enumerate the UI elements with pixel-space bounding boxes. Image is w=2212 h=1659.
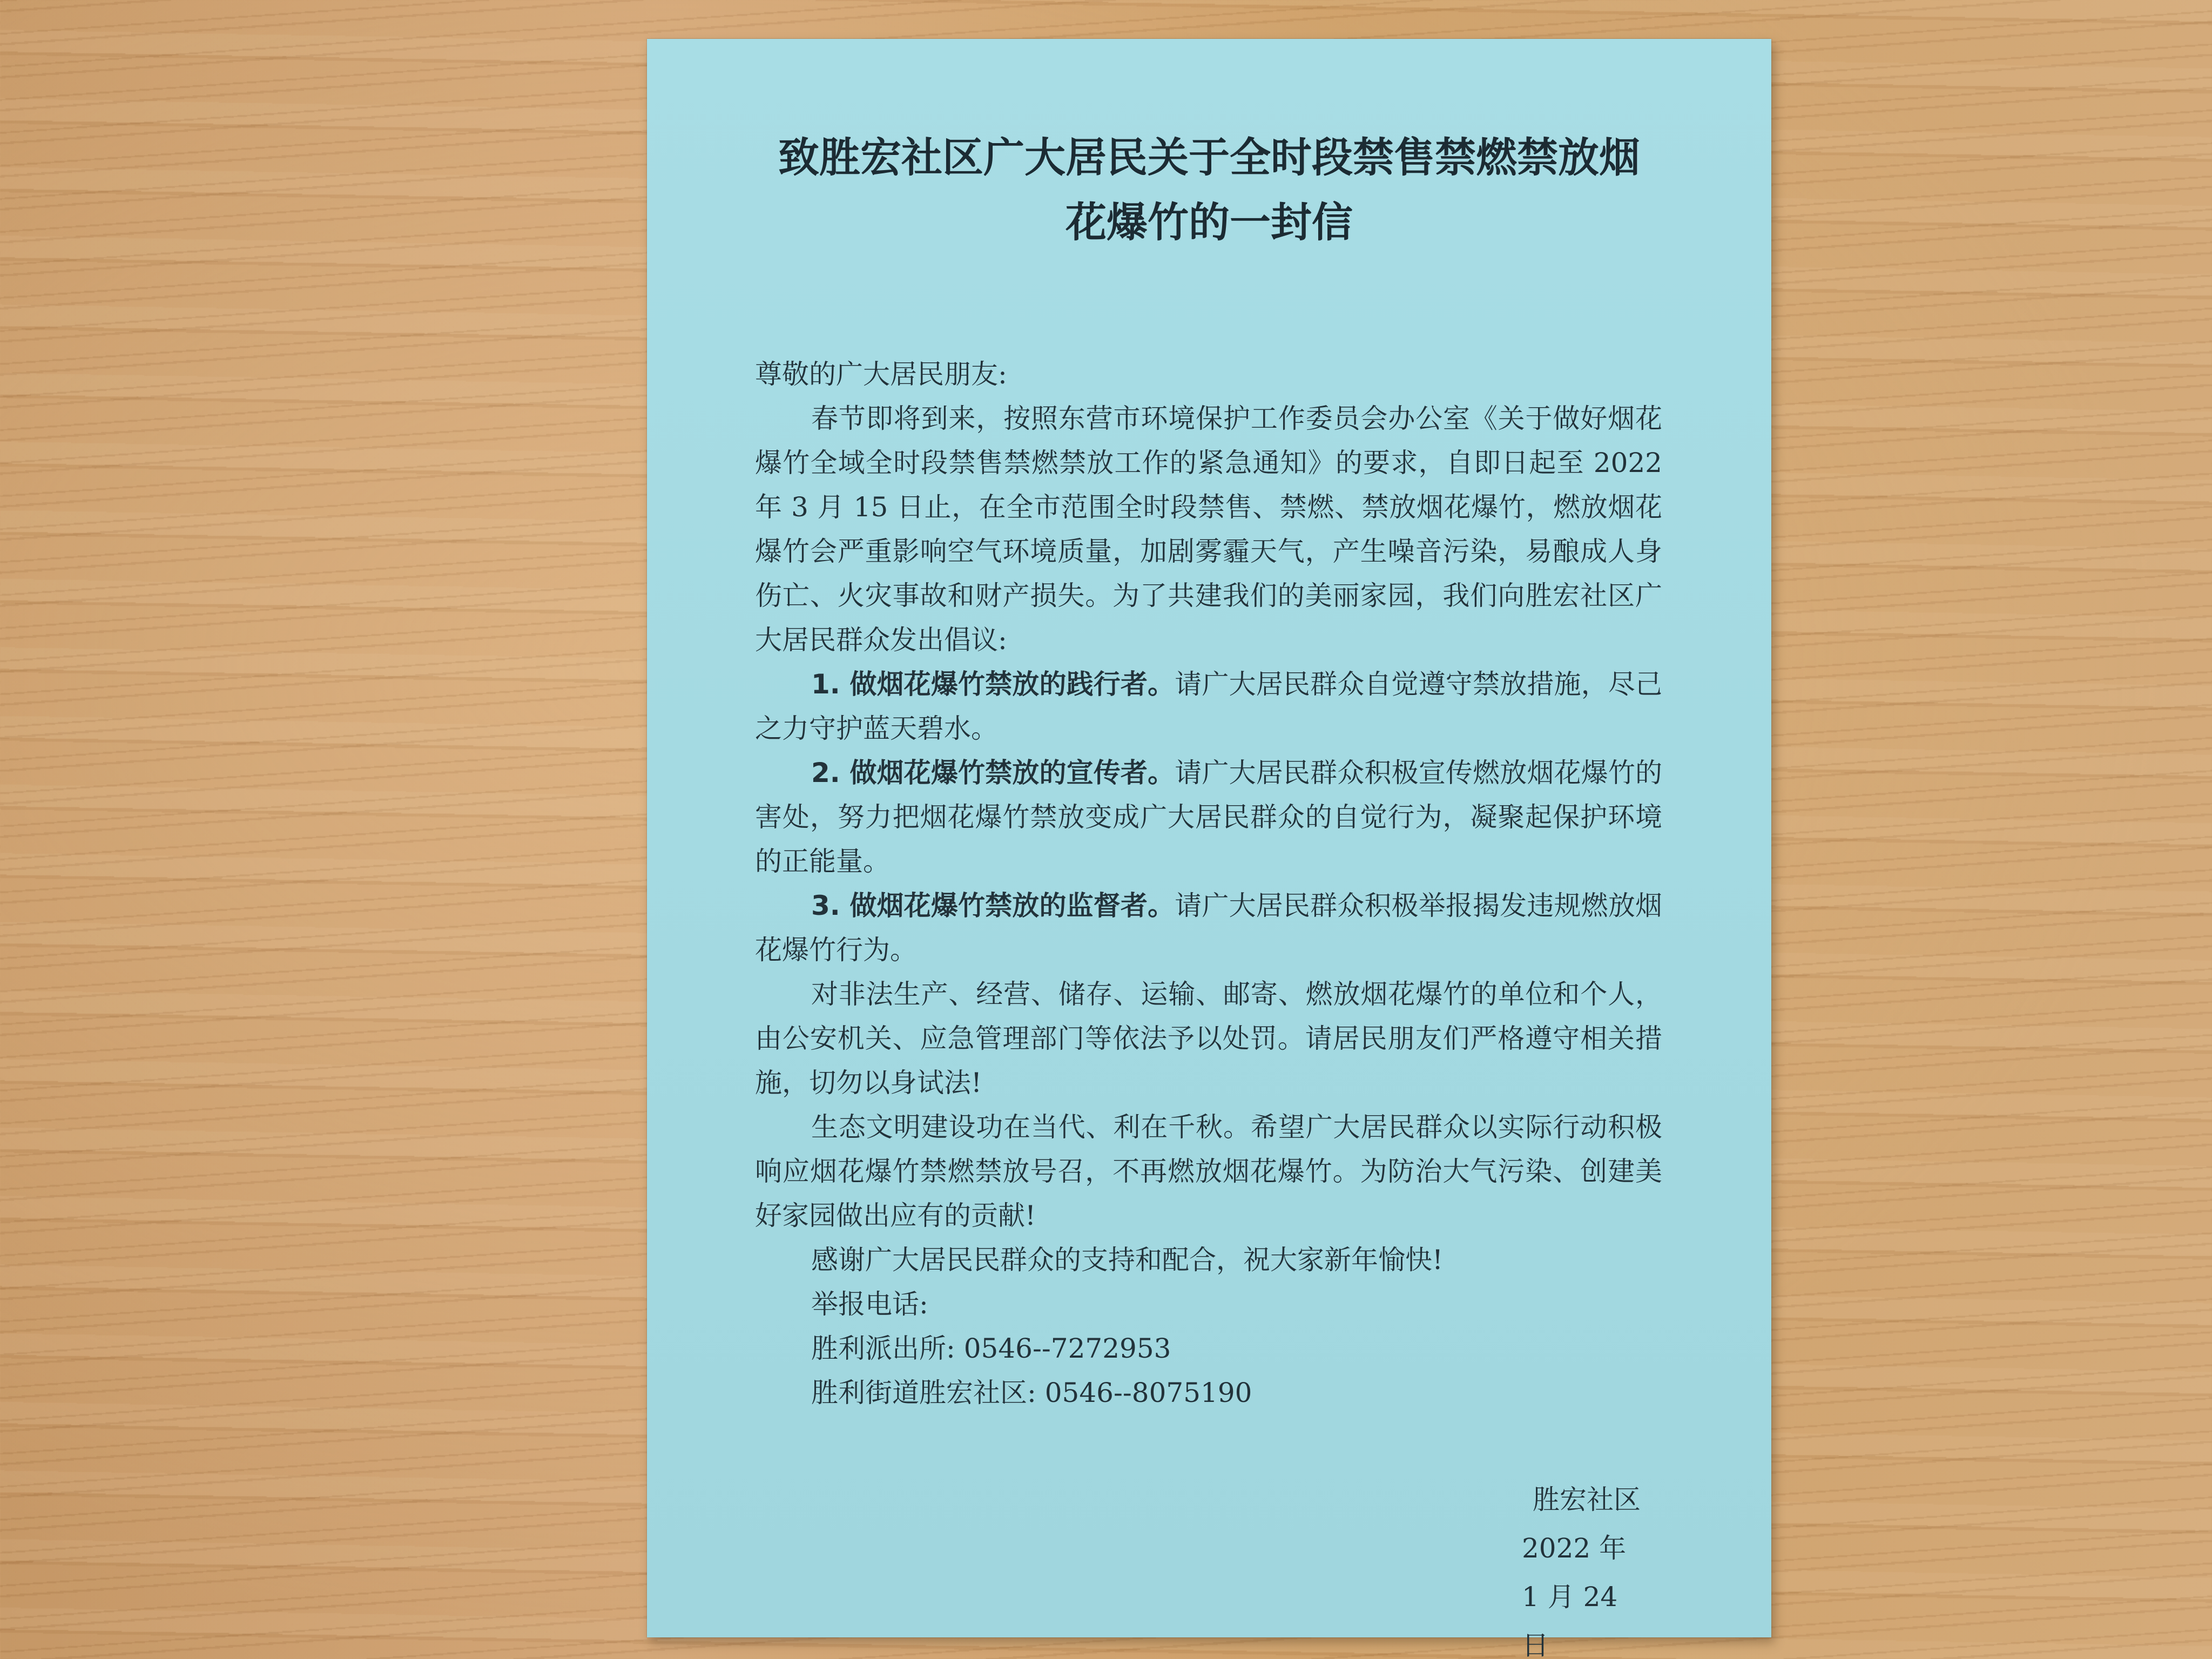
letter-sheet xyxy=(647,39,1771,1659)
signature-block xyxy=(1419,1475,1646,1659)
contact-community: 胜利街道胜宏社区: 0546--8075190 xyxy=(811,1377,1252,1408)
penalty-paragraph: 对非法生产、经营、储存、运输、邮寄、燃放烟花爆竹的单位和个人，由公安机关、应急管理部门等依法予以处罚。请居民朋友们严格遵守相关措施，切勿以身试法! xyxy=(755,979,1662,1098)
letter-title-line-1: 致胜宏社区广大居民关于全时段禁售禁燃禁放烟 xyxy=(778,133,1640,181)
proposal-item-2 xyxy=(755,751,1662,884)
signature-date: 2022 年 1 月 24 日 xyxy=(1522,1533,1627,1659)
proposal-item-2-text: 请广大居民群众积极宣传燃放烟花爆竹的害处，努力把烟花爆竹禁放变成广大居民群众的自觉行为，凝聚起保护环境的正能量。 xyxy=(755,757,1662,877)
letter-title-line-2: 花爆竹的一封信 xyxy=(1065,198,1353,246)
letter-body xyxy=(755,352,1662,1415)
proposal-item-2-heading: 2. 做烟花爆竹禁放的宣传者。 xyxy=(811,757,1175,788)
contact-police-station: 胜利派出所: 0546--7272953 xyxy=(811,1333,1171,1364)
intro-paragraph: 春节即将到来，按照东营市环境保护工作委员会办公室《关于做好烟花爆竹全域全时段禁售禁燃禁放工作的紧急通知》的要求，自即日起至 2022 年 3 月 15 日止，在全市范围全时段禁售、禁燃、禁放烟花爆竹，燃放烟花爆竹会严重影响空气环境质量，加剧雾霾天气，产生噪音污染，易酿成人身伤亡、火灾事故和财产损失。为了共建我们的美丽家园，我们向胜宏社区广大居民群众发出倡议: xyxy=(755,403,1662,656)
signature-organization: 胜宏社区 xyxy=(1533,1484,1641,1515)
proposal-item-1-heading: 1. 做烟花爆竹禁放的践行者。 xyxy=(811,669,1175,700)
proposal-item-1-text: 请广大居民群众自觉遵守禁放措施，尽己之力守护蓝天碧水。 xyxy=(755,669,1662,744)
closing-paragraph: 生态文明建设功在当代、利在千秋。希望广大居民群众以实际行动积极响应烟花爆竹禁燃禁放号召，不再燃放烟花爆竹。为防治大气污染、创建美好家园做出应有的贡献! xyxy=(755,1111,1662,1231)
salutation: 尊敬的广大居民朋友: xyxy=(755,359,1007,390)
thanks-line: 感谢广大居民民群众的支持和配合，祝大家新年愉快! xyxy=(811,1244,1444,1276)
hotline-label: 举报电话: xyxy=(811,1289,928,1320)
letter-title xyxy=(744,125,1674,255)
proposal-item-3-text: 请广大居民群众积极举报揭发违规燃放烟花爆竹行为。 xyxy=(755,890,1662,966)
proposal-item-1 xyxy=(755,662,1662,751)
proposal-item-3-heading: 3. 做烟花爆竹禁放的监督者。 xyxy=(811,890,1175,921)
proposal-item-3 xyxy=(755,884,1662,972)
